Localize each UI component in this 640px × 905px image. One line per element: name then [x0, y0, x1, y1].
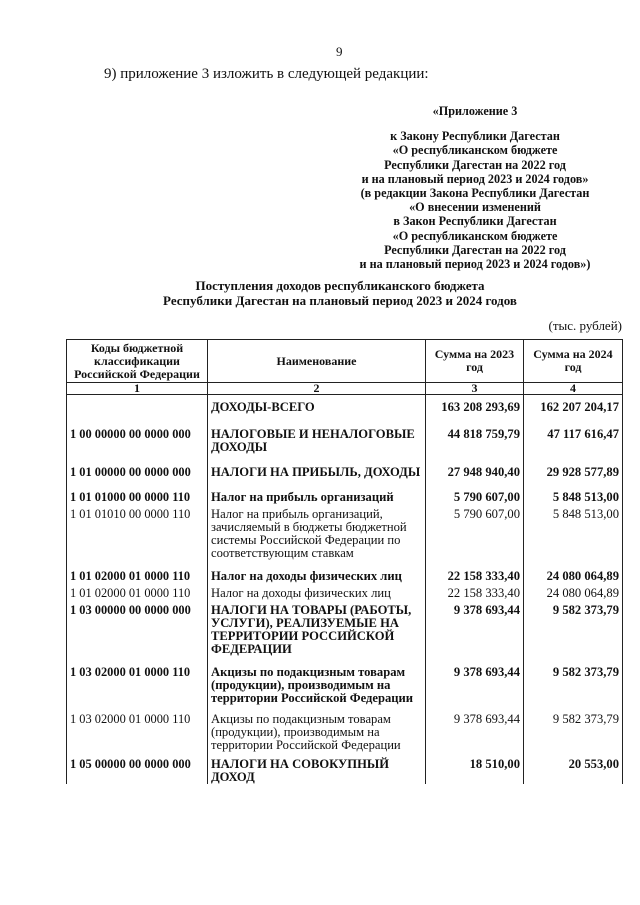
appendix-header [340, 104, 610, 271]
item-name-cell: НАЛОГИ НА СОВОКУПНЫЙ ДОХОД [208, 752, 426, 784]
header-number: 3 [426, 383, 524, 395]
item-name-cell: Налог на прибыль организаций, зачисляемый в бюджеты бюджетной системы Российской Федерации по соответствующим ставкам [208, 504, 426, 560]
appendix-line: «О республиканском бюджете [392, 143, 558, 158]
item-name-cell: Акцизы по подакцизным товарам (продукции), производимым на территории Российской Федерации [208, 656, 426, 705]
item-name-cell: Налог на доходы физических лиц [208, 560, 426, 583]
table-row [67, 560, 623, 583]
sum-2024-cell: 9 582 373,79 [524, 656, 623, 705]
appendix-line: к Закону Республики Дагестан [390, 129, 560, 144]
page-number: 9 [336, 44, 343, 59]
appendix-line: «О республиканском бюджете [392, 228, 558, 243]
appendix-line: (в редакции Закона Республики Дагестан [360, 186, 590, 201]
appendix-title: «Приложение 3 [432, 104, 518, 118]
item-name-cell: Акцизы по подакцизным товарам (продукции), производимым на территории Российской Федерации [208, 705, 426, 752]
appendix-line: «О внесении изменений [409, 200, 541, 215]
sum-2024-cell: 162 207 204,17 [524, 395, 623, 415]
budget-code-cell: 1 03 00000 00 0000 000 [67, 600, 208, 656]
item-name-cell: Налог на доходы физических лиц [208, 583, 426, 600]
budget-code-cell: 1 05 00000 00 0000 000 [67, 752, 208, 784]
sum-2023-cell: 44 818 759,79 [426, 414, 524, 454]
appendix-line: и на плановый период 2023 и 2024 годов») [359, 257, 591, 272]
budget-code-cell: 1 03 02000 01 0000 110 [67, 705, 208, 752]
budget-code-cell: 1 00 00000 00 0000 000 [67, 414, 208, 454]
header-sum-2024: Сумма на 2024 год [524, 340, 623, 383]
sum-2023-cell: 22 158 333,40 [426, 560, 524, 583]
sum-2023-cell: 5 790 607,00 [426, 504, 524, 560]
table-row [67, 454, 623, 479]
units-label: (тыс. рублей) [548, 318, 622, 333]
table-row [67, 600, 623, 656]
sum-2024-cell: 5 848 513,00 [524, 479, 623, 504]
appendix-line: и на плановый период 2023 и 2024 годов» [361, 171, 589, 186]
header-number: 4 [524, 383, 623, 395]
intro-text: 9) приложение 3 изложить в следующей редакции: [104, 66, 429, 82]
sum-2023-cell: 9 378 693,44 [426, 705, 524, 752]
sum-2024-cell: 29 928 577,89 [524, 454, 623, 479]
document-title [120, 278, 560, 308]
table-row [67, 414, 623, 454]
sum-2023-cell: 163 208 293,69 [426, 395, 524, 415]
table-body [67, 395, 623, 785]
budget-code-cell: 1 01 02000 01 0000 110 [67, 583, 208, 600]
sum-2023-cell: 18 510,00 [426, 752, 524, 784]
header-codes: Коды бюджетной классификации Российской Федерации [67, 340, 208, 383]
budget-code-cell: 1 01 01000 00 0000 110 [67, 479, 208, 504]
appendix-line: Республики Дагестан на 2022 год [384, 242, 566, 257]
budget-code-cell: 1 03 02000 01 0000 110 [67, 656, 208, 705]
sum-2023-cell: 22 158 333,40 [426, 583, 524, 600]
table-row [67, 504, 623, 560]
revenue-table [66, 339, 623, 784]
budget-code-cell: 1 01 02000 01 0000 110 [67, 560, 208, 583]
budget-code-cell: 1 01 00000 00 0000 000 [67, 454, 208, 479]
item-name-cell: НАЛОГИ НА ПРИБЫЛЬ, ДОХОДЫ [208, 454, 426, 479]
table-row [67, 583, 623, 600]
table-row [67, 705, 623, 752]
sum-2024-cell: 9 582 373,79 [524, 600, 623, 656]
sum-2024-cell: 5 848 513,00 [524, 504, 623, 560]
sum-2024-cell: 20 553,00 [524, 752, 623, 784]
sum-2024-cell: 9 582 373,79 [524, 705, 623, 752]
budget-code-cell [67, 395, 208, 415]
item-name-cell: Налог на прибыль организаций [208, 479, 426, 504]
sum-2023-cell: 5 790 607,00 [426, 479, 524, 504]
header-name: Наименование [208, 340, 426, 383]
header-number: 1 [67, 383, 208, 395]
table-row [67, 479, 623, 504]
sum-2024-cell: 24 080 064,89 [524, 560, 623, 583]
sum-2023-cell: 27 948 940,40 [426, 454, 524, 479]
table-row [67, 395, 623, 415]
document-title-line: Республики Дагестан на плановый период 2023 и 2024 годов [163, 293, 517, 308]
sum-2023-cell: 9 378 693,44 [426, 656, 524, 705]
header-number: 2 [208, 383, 426, 395]
sum-2024-cell: 24 080 064,89 [524, 583, 623, 600]
table-row [67, 656, 623, 705]
sum-2024-cell: 47 117 616,47 [524, 414, 623, 454]
item-name-cell: НАЛОГОВЫЕ И НЕНАЛОГОВЫЕ ДОХОДЫ [208, 414, 426, 454]
appendix-line: в Закон Республики Дагестан [393, 214, 557, 229]
table-row [67, 752, 623, 784]
item-name-cell: НАЛОГИ НА ТОВАРЫ (РАБОТЫ, УСЛУГИ), РЕАЛИЗУЕМЫЕ НА ТЕРРИТОРИИ РОССИЙСКОЙ ФЕДЕРАЦИИ [208, 600, 426, 656]
header-sum-2023: Сумма на 2023 год [426, 340, 524, 383]
budget-code-cell: 1 01 01010 00 0000 110 [67, 504, 208, 560]
appendix-line: Республики Дагестан на 2022 год [384, 157, 566, 172]
sum-2023-cell: 9 378 693,44 [426, 600, 524, 656]
item-name-cell: ДОХОДЫ-ВСЕГО [208, 395, 426, 415]
document-title-line: Поступления доходов республиканского бюджета [195, 278, 485, 293]
